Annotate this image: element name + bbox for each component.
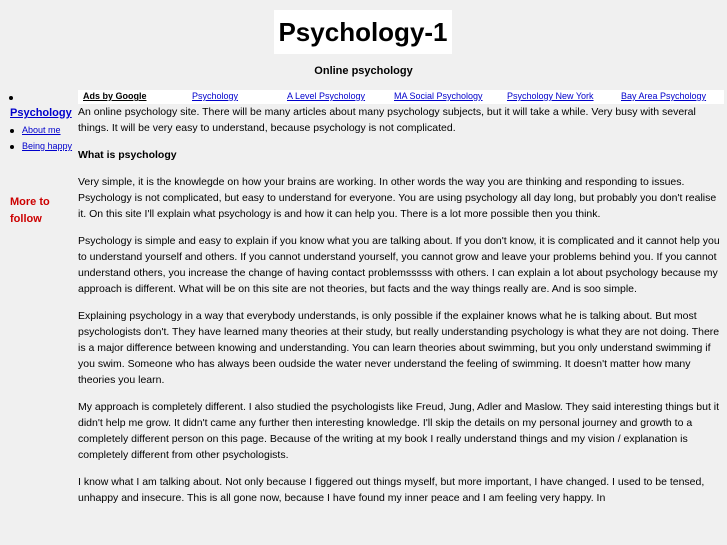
sidebar-item-about-me[interactable]: About me <box>22 125 61 135</box>
content-paragraph: Psychology is simple and easy to explain if you know what you are talking about. If you don't know, it is complicated and it cannot help you to understand yourself and others. If you cannot understand yourself, you cannot grow and leave your problems behind you. If you cannot understand others, you increase the change of having contact problemsssss with others. I can explain a lot about psychology because my approach is different. What will be on this site are not theories, but facts and the way things really are. And is soo simple. <box>78 235 720 295</box>
logo-text: Psychology-1 <box>278 16 448 47</box>
sidebar-item-being-happy[interactable]: Being happy <box>22 141 73 151</box>
ad-link-a-level-psychology[interactable]: A Level Psychology <box>287 91 366 101</box>
content-paragraph: My approach is completely different. I also studied the psychologists like Freud, Jung, Adler and Maslow. They said interesting things but it didn't help me grow. It didn't came any further then interesting knowledge. I'll skip the details on my personal journey and growth to a completely different person on this page. Because of the writing at my book I really understand things and my vision / explanation is completely different from other psychologists. <box>78 401 720 461</box>
content-paragraph: Explaining psychology in a way that everybody understands, is only possible if the explainer knows what he is talking about. But most psychologists don't. They have learned many theories at their study, but really understanding psychology is what they are not doing. There is a major difference between knowing and understanding. You can learn theories about swimming, but you only understand swimming if you swim. Someone who has always been oudside the water never understand the feeling of swimming. It doesn't matter how many theories you learn. <box>78 310 720 386</box>
bullet-icon <box>10 129 14 133</box>
ad-link-psychology-new-york[interactable]: Psychology New York <box>507 91 594 101</box>
content-paragraph: I know what I am talking about. Not only because I figgered out things myself, but more important, I have changed. I used to be tensed, unhappy and insecure. This is all gone now, because I have found my inner peace and I am feeling very happy. In <box>78 476 705 504</box>
ad-link-ma-social-psychology[interactable]: MA Social Psychology <box>394 91 483 101</box>
more-to-follow-notice: More to follow <box>10 196 50 225</box>
bullet-icon <box>10 145 14 149</box>
main-content <box>78 104 723 517</box>
intro-paragraph: An online psychology site. There will be many articles about many psychology subjects, but it will take a while. Very busy with several things. It will be very easy to understand, because psychology is not complicated. <box>78 106 696 134</box>
ad-link-psychology[interactable]: Psychology <box>192 91 239 101</box>
section-heading: What is psychology <box>78 149 177 161</box>
google-ad-bar <box>78 90 724 104</box>
ads-by-google-label[interactable]: Ads by Google <box>83 91 147 101</box>
bullet-icon <box>9 96 13 100</box>
ad-link-bay-area-psychology[interactable]: Bay Area Psychology <box>621 91 707 101</box>
sidebar-item-psychology[interactable]: Psychology <box>10 107 72 119</box>
content-paragraph: Very simple, it is the knowlegde on how your brains are working. In other words the way you are thinking and responding to issues. Psychology is not complicated, but easy to understand for everyone. You are using psychology all day long, but probably you don't realise it. On this site I'll explain what psychology is and how it can help you. There is a lot more possible then you think. <box>78 176 717 220</box>
site-subtitle: Online psychology <box>314 65 413 77</box>
site-logo[interactable] <box>274 10 452 54</box>
